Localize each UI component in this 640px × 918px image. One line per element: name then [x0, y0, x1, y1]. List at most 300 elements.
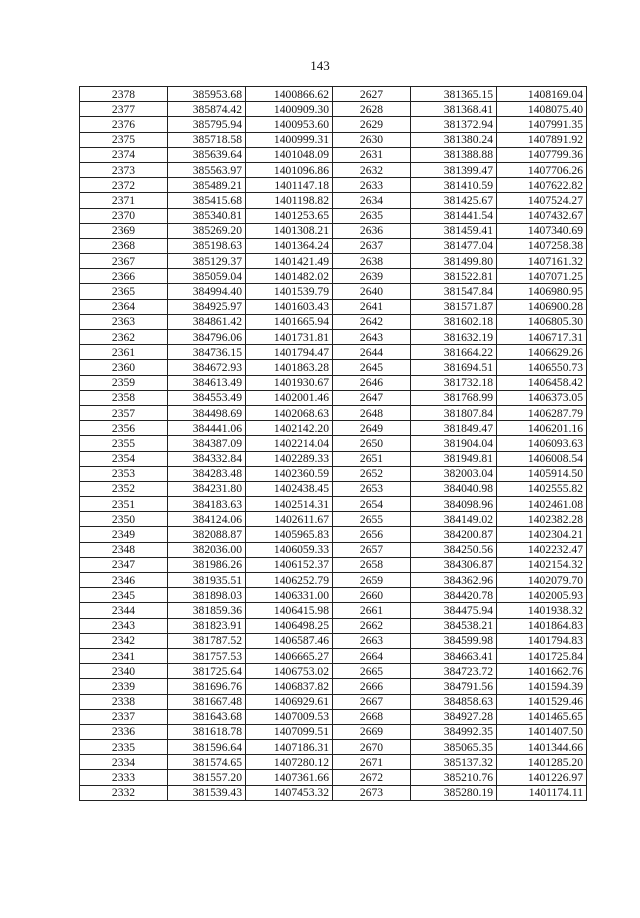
table-row [80, 436, 587, 451]
y-coordinate-right: 1407706.26 [497, 162, 587, 177]
x-coordinate-left: 384925.97 [168, 299, 246, 314]
point-id-left: 2337 [80, 709, 168, 724]
x-coordinate-right: 384098.96 [411, 497, 497, 512]
table-row [80, 512, 587, 527]
point-id-right: 2630 [333, 132, 411, 147]
y-coordinate-left: 1406837.82 [246, 679, 333, 694]
table-row [80, 694, 587, 709]
y-coordinate-right: 1407258.38 [497, 238, 587, 253]
y-coordinate-right: 1406008.54 [497, 451, 587, 466]
x-coordinate-right: 381410.59 [411, 178, 497, 193]
point-id-right: 2663 [333, 633, 411, 648]
x-coordinate-left: 385874.42 [168, 102, 246, 117]
x-coordinate-left: 384387.09 [168, 436, 246, 451]
point-id-right: 2632 [333, 162, 411, 177]
point-id-right: 2660 [333, 588, 411, 603]
table-row [80, 405, 587, 420]
table-row [80, 390, 587, 405]
table-row [80, 375, 587, 390]
point-id-right: 2639 [333, 269, 411, 284]
x-coordinate-right: 384992.35 [411, 724, 497, 739]
y-coordinate-left: 1401147.18 [246, 178, 333, 193]
table-row [80, 254, 587, 269]
x-coordinate-left: 381696.76 [168, 679, 246, 694]
y-coordinate-left: 1407009.53 [246, 709, 333, 724]
x-coordinate-right: 381388.88 [411, 147, 497, 162]
point-id-left: 2372 [80, 178, 168, 193]
y-coordinate-right: 1407891.92 [497, 132, 587, 147]
table-row [80, 709, 587, 724]
x-coordinate-left: 381667.48 [168, 694, 246, 709]
table-row [80, 330, 587, 345]
y-coordinate-left: 1406587.46 [246, 633, 333, 648]
table-row [80, 497, 587, 512]
point-id-right: 2629 [333, 117, 411, 132]
x-coordinate-right: 384149.02 [411, 512, 497, 527]
x-coordinate-left: 381935.51 [168, 573, 246, 588]
point-id-left: 2335 [80, 740, 168, 755]
x-coordinate-right: 381849.47 [411, 421, 497, 436]
y-coordinate-right: 1402079.70 [497, 573, 587, 588]
x-coordinate-right: 381441.54 [411, 208, 497, 223]
x-coordinate-right: 385065.35 [411, 740, 497, 755]
table-row [80, 284, 587, 299]
point-id-left: 2348 [80, 542, 168, 557]
y-coordinate-left: 1401198.82 [246, 193, 333, 208]
point-id-left: 2344 [80, 603, 168, 618]
table-row [80, 785, 587, 800]
x-coordinate-right: 381694.51 [411, 360, 497, 375]
x-coordinate-right: 382003.04 [411, 466, 497, 481]
table-row [80, 345, 587, 360]
point-id-right: 2667 [333, 694, 411, 709]
table-row [80, 603, 587, 618]
x-coordinate-right: 381459.41 [411, 223, 497, 238]
x-coordinate-right: 384306.87 [411, 557, 497, 572]
point-id-left: 2332 [80, 785, 168, 800]
table-row [80, 740, 587, 755]
point-id-left: 2341 [80, 648, 168, 663]
y-coordinate-right: 1406900.28 [497, 299, 587, 314]
y-coordinate-right: 1402232.47 [497, 542, 587, 557]
point-id-left: 2355 [80, 436, 168, 451]
y-coordinate-left: 1407099.51 [246, 724, 333, 739]
y-coordinate-right: 1406717.31 [497, 330, 587, 345]
x-coordinate-left: 384861.42 [168, 314, 246, 329]
x-coordinate-right: 384538.21 [411, 618, 497, 633]
table-row [80, 132, 587, 147]
y-coordinate-right: 1406373.05 [497, 390, 587, 405]
x-coordinate-right: 384723.72 [411, 664, 497, 679]
x-coordinate-left: 382036.00 [168, 542, 246, 557]
point-id-left: 2336 [80, 724, 168, 739]
table-row [80, 542, 587, 557]
point-id-left: 2350 [80, 512, 168, 527]
point-id-right: 2652 [333, 466, 411, 481]
point-id-left: 2358 [80, 390, 168, 405]
y-coordinate-right: 1401529.46 [497, 694, 587, 709]
point-id-right: 2635 [333, 208, 411, 223]
point-id-left: 2377 [80, 102, 168, 117]
x-coordinate-left: 381986.26 [168, 557, 246, 572]
y-coordinate-left: 1401253.65 [246, 208, 333, 223]
x-coordinate-left: 381859.36 [168, 603, 246, 618]
y-coordinate-right: 1401174.11 [497, 785, 587, 800]
point-id-left: 2338 [80, 694, 168, 709]
y-coordinate-left: 1402289.33 [246, 451, 333, 466]
y-coordinate-left: 1407453.32 [246, 785, 333, 800]
y-coordinate-right: 1402005.93 [497, 588, 587, 603]
x-coordinate-left: 385639.64 [168, 147, 246, 162]
x-coordinate-left: 384736.15 [168, 345, 246, 360]
y-coordinate-right: 1406805.30 [497, 314, 587, 329]
y-coordinate-right: 1407622.82 [497, 178, 587, 193]
point-id-right: 2669 [333, 724, 411, 739]
x-coordinate-left: 385129.37 [168, 254, 246, 269]
x-coordinate-right: 381904.04 [411, 436, 497, 451]
table-row [80, 527, 587, 542]
point-id-left: 2373 [80, 162, 168, 177]
x-coordinate-left: 381898.03 [168, 588, 246, 603]
y-coordinate-right: 1408169.04 [497, 87, 587, 102]
point-id-right: 2637 [333, 238, 411, 253]
y-coordinate-right: 1406458.42 [497, 375, 587, 390]
point-id-left: 2357 [80, 405, 168, 420]
table-row [80, 147, 587, 162]
y-coordinate-right: 1401725.84 [497, 648, 587, 663]
x-coordinate-left: 381787.52 [168, 633, 246, 648]
y-coordinate-left: 1400866.62 [246, 87, 333, 102]
point-id-left: 2376 [80, 117, 168, 132]
point-id-right: 2671 [333, 755, 411, 770]
x-coordinate-left: 382088.87 [168, 527, 246, 542]
table-row [80, 193, 587, 208]
y-coordinate-right: 1406201.16 [497, 421, 587, 436]
point-id-right: 2634 [333, 193, 411, 208]
point-id-left: 2354 [80, 451, 168, 466]
x-coordinate-right: 385210.76 [411, 770, 497, 785]
x-coordinate-left: 384796.06 [168, 330, 246, 345]
x-coordinate-left: 385795.94 [168, 117, 246, 132]
x-coordinate-left: 385718.58 [168, 132, 246, 147]
y-coordinate-left: 1406152.37 [246, 557, 333, 572]
x-coordinate-left: 384332.84 [168, 451, 246, 466]
point-id-left: 2370 [80, 208, 168, 223]
x-coordinate-right: 381807.84 [411, 405, 497, 420]
table-row [80, 679, 587, 694]
y-coordinate-right: 1406980.95 [497, 284, 587, 299]
point-id-right: 2627 [333, 87, 411, 102]
point-id-right: 2648 [333, 405, 411, 420]
point-id-right: 2656 [333, 527, 411, 542]
y-coordinate-right: 1407071.25 [497, 269, 587, 284]
point-id-right: 2673 [333, 785, 411, 800]
x-coordinate-right: 381547.84 [411, 284, 497, 299]
y-coordinate-left: 1401863.28 [246, 360, 333, 375]
point-id-left: 2333 [80, 770, 168, 785]
y-coordinate-left: 1406929.61 [246, 694, 333, 709]
y-coordinate-left: 1407186.31 [246, 740, 333, 755]
point-id-right: 2638 [333, 254, 411, 269]
x-coordinate-right: 381571.87 [411, 299, 497, 314]
y-coordinate-right: 1407799.36 [497, 147, 587, 162]
y-coordinate-left: 1401603.43 [246, 299, 333, 314]
point-id-left: 2361 [80, 345, 168, 360]
point-id-right: 2658 [333, 557, 411, 572]
x-coordinate-right: 384040.98 [411, 481, 497, 496]
point-id-left: 2343 [80, 618, 168, 633]
y-coordinate-left: 1400953.60 [246, 117, 333, 132]
table-row [80, 588, 587, 603]
y-coordinate-left: 1406665.27 [246, 648, 333, 663]
x-coordinate-left: 385059.04 [168, 269, 246, 284]
x-coordinate-left: 385198.63 [168, 238, 246, 253]
x-coordinate-right: 381522.81 [411, 269, 497, 284]
table-row [80, 481, 587, 496]
point-id-left: 2362 [80, 330, 168, 345]
y-coordinate-left: 1402142.20 [246, 421, 333, 436]
table-row [80, 360, 587, 375]
x-coordinate-left: 381823.91 [168, 618, 246, 633]
point-id-right: 2636 [333, 223, 411, 238]
point-id-right: 2650 [333, 436, 411, 451]
x-coordinate-left: 381596.64 [168, 740, 246, 755]
y-coordinate-right: 1401794.83 [497, 633, 587, 648]
point-id-right: 2651 [333, 451, 411, 466]
point-id-right: 2642 [333, 314, 411, 329]
x-coordinate-right: 385137.32 [411, 755, 497, 770]
y-coordinate-right: 1408075.40 [497, 102, 587, 117]
y-coordinate-left: 1401048.09 [246, 147, 333, 162]
point-id-right: 2654 [333, 497, 411, 512]
point-id-right: 2644 [333, 345, 411, 360]
point-id-right: 2668 [333, 709, 411, 724]
point-id-left: 2371 [80, 193, 168, 208]
table-row [80, 770, 587, 785]
x-coordinate-left: 381539.43 [168, 785, 246, 800]
y-coordinate-left: 1401308.21 [246, 223, 333, 238]
point-id-left: 2364 [80, 299, 168, 314]
point-id-right: 2665 [333, 664, 411, 679]
y-coordinate-right: 1405914.50 [497, 466, 587, 481]
point-id-left: 2369 [80, 223, 168, 238]
point-id-left: 2367 [80, 254, 168, 269]
point-id-left: 2359 [80, 375, 168, 390]
x-coordinate-left: 385415.68 [168, 193, 246, 208]
x-coordinate-left: 381574.65 [168, 755, 246, 770]
x-coordinate-left: 381757.53 [168, 648, 246, 663]
x-coordinate-left: 384283.48 [168, 466, 246, 481]
x-coordinate-right: 384927.28 [411, 709, 497, 724]
x-coordinate-left: 385340.81 [168, 208, 246, 223]
point-id-right: 2659 [333, 573, 411, 588]
y-coordinate-right: 1401938.32 [497, 603, 587, 618]
point-id-left: 2334 [80, 755, 168, 770]
x-coordinate-left: 385269.20 [168, 223, 246, 238]
point-id-left: 2375 [80, 132, 168, 147]
table-row [80, 178, 587, 193]
x-coordinate-right: 381425.67 [411, 193, 497, 208]
y-coordinate-right: 1407991.35 [497, 117, 587, 132]
x-coordinate-left: 384553.49 [168, 390, 246, 405]
point-id-right: 2643 [333, 330, 411, 345]
point-id-left: 2360 [80, 360, 168, 375]
x-coordinate-right: 381768.99 [411, 390, 497, 405]
x-coordinate-right: 381368.41 [411, 102, 497, 117]
x-coordinate-right: 385280.19 [411, 785, 497, 800]
x-coordinate-right: 384200.87 [411, 527, 497, 542]
point-id-right: 2664 [333, 648, 411, 663]
y-coordinate-right: 1401285.20 [497, 755, 587, 770]
x-coordinate-right: 381499.80 [411, 254, 497, 269]
x-coordinate-right: 384599.98 [411, 633, 497, 648]
point-id-left: 2352 [80, 481, 168, 496]
y-coordinate-left: 1406415.98 [246, 603, 333, 618]
y-coordinate-left: 1401539.79 [246, 284, 333, 299]
x-coordinate-right: 381365.15 [411, 87, 497, 102]
x-coordinate-right: 384475.94 [411, 603, 497, 618]
x-coordinate-left: 381725.64 [168, 664, 246, 679]
point-id-right: 2645 [333, 360, 411, 375]
y-coordinate-right: 1402382.28 [497, 512, 587, 527]
table-row [80, 117, 587, 132]
x-coordinate-right: 384362.96 [411, 573, 497, 588]
y-coordinate-right: 1406550.73 [497, 360, 587, 375]
table-row [80, 238, 587, 253]
x-coordinate-left: 381643.68 [168, 709, 246, 724]
x-coordinate-right: 381632.19 [411, 330, 497, 345]
x-coordinate-right: 384250.56 [411, 542, 497, 557]
y-coordinate-right: 1401226.97 [497, 770, 587, 785]
y-coordinate-right: 1401864.83 [497, 618, 587, 633]
x-coordinate-right: 384791.56 [411, 679, 497, 694]
x-coordinate-right: 384663.41 [411, 648, 497, 663]
x-coordinate-left: 384183.63 [168, 497, 246, 512]
y-coordinate-left: 1406498.25 [246, 618, 333, 633]
table-row [80, 618, 587, 633]
x-coordinate-left: 385953.68 [168, 87, 246, 102]
point-id-right: 2666 [333, 679, 411, 694]
y-coordinate-right: 1406287.79 [497, 405, 587, 420]
y-coordinate-right: 1407432.67 [497, 208, 587, 223]
x-coordinate-right: 381477.04 [411, 238, 497, 253]
point-id-left: 2363 [80, 314, 168, 329]
point-id-left: 2351 [80, 497, 168, 512]
y-coordinate-left: 1402214.04 [246, 436, 333, 451]
point-id-right: 2628 [333, 102, 411, 117]
table-row [80, 421, 587, 436]
x-coordinate-left: 384231.80 [168, 481, 246, 496]
table-row [80, 633, 587, 648]
x-coordinate-right: 384420.78 [411, 588, 497, 603]
x-coordinate-left: 384613.49 [168, 375, 246, 390]
point-id-right: 2653 [333, 481, 411, 496]
y-coordinate-left: 1402611.67 [246, 512, 333, 527]
point-id-right: 2631 [333, 147, 411, 162]
table-row [80, 557, 587, 572]
y-coordinate-right: 1407340.69 [497, 223, 587, 238]
point-id-right: 2672 [333, 770, 411, 785]
point-id-left: 2353 [80, 466, 168, 481]
y-coordinate-left: 1400909.30 [246, 102, 333, 117]
y-coordinate-left: 1400999.31 [246, 132, 333, 147]
x-coordinate-left: 384441.06 [168, 421, 246, 436]
y-coordinate-left: 1402360.59 [246, 466, 333, 481]
x-coordinate-right: 381372.94 [411, 117, 497, 132]
y-coordinate-right: 1407524.27 [497, 193, 587, 208]
y-coordinate-left: 1401794.47 [246, 345, 333, 360]
y-coordinate-left: 1401096.86 [246, 162, 333, 177]
point-id-left: 2356 [80, 421, 168, 436]
table-row [80, 648, 587, 663]
y-coordinate-left: 1402001.46 [246, 390, 333, 405]
x-coordinate-left: 384124.06 [168, 512, 246, 527]
y-coordinate-left: 1401731.81 [246, 330, 333, 345]
y-coordinate-left: 1406059.33 [246, 542, 333, 557]
y-coordinate-left: 1401930.67 [246, 375, 333, 390]
point-id-left: 2345 [80, 588, 168, 603]
y-coordinate-right: 1402154.32 [497, 557, 587, 572]
page-number: 143 [310, 58, 330, 73]
y-coordinate-left: 1407280.12 [246, 755, 333, 770]
point-id-left: 2368 [80, 238, 168, 253]
y-coordinate-left: 1401364.24 [246, 238, 333, 253]
table-row [80, 451, 587, 466]
y-coordinate-right: 1401344.66 [497, 740, 587, 755]
y-coordinate-right: 1402304.21 [497, 527, 587, 542]
y-coordinate-right: 1406093.63 [497, 436, 587, 451]
y-coordinate-left: 1401665.94 [246, 314, 333, 329]
point-id-left: 2340 [80, 664, 168, 679]
point-id-right: 2655 [333, 512, 411, 527]
y-coordinate-left: 1401482.02 [246, 269, 333, 284]
y-coordinate-right: 1406629.26 [497, 345, 587, 360]
x-coordinate-left: 384994.40 [168, 284, 246, 299]
y-coordinate-left: 1406331.00 [246, 588, 333, 603]
y-coordinate-left: 1407361.66 [246, 770, 333, 785]
y-coordinate-right: 1402461.08 [497, 497, 587, 512]
point-id-right: 2633 [333, 178, 411, 193]
point-id-left: 2365 [80, 284, 168, 299]
x-coordinate-left: 384498.69 [168, 405, 246, 420]
point-id-right: 2640 [333, 284, 411, 299]
x-coordinate-right: 381732.18 [411, 375, 497, 390]
x-coordinate-left: 385489.21 [168, 178, 246, 193]
x-coordinate-right: 381380.24 [411, 132, 497, 147]
point-id-left: 2366 [80, 269, 168, 284]
table-row [80, 269, 587, 284]
table-row [80, 223, 587, 238]
y-coordinate-left: 1406753.02 [246, 664, 333, 679]
table-row [80, 87, 587, 102]
coordinates-table [79, 86, 587, 801]
y-coordinate-right: 1401594.39 [497, 679, 587, 694]
y-coordinate-right: 1402555.82 [497, 481, 587, 496]
point-id-right: 2647 [333, 390, 411, 405]
point-id-left: 2349 [80, 527, 168, 542]
y-coordinate-left: 1402068.63 [246, 405, 333, 420]
x-coordinate-left: 381618.78 [168, 724, 246, 739]
x-coordinate-left: 381557.20 [168, 770, 246, 785]
point-id-right: 2662 [333, 618, 411, 633]
point-id-left: 2339 [80, 679, 168, 694]
point-id-right: 2661 [333, 603, 411, 618]
y-coordinate-left: 1402438.45 [246, 481, 333, 496]
point-id-right: 2646 [333, 375, 411, 390]
x-coordinate-left: 384672.93 [168, 360, 246, 375]
y-coordinate-left: 1402514.31 [246, 497, 333, 512]
point-id-right: 2670 [333, 740, 411, 755]
